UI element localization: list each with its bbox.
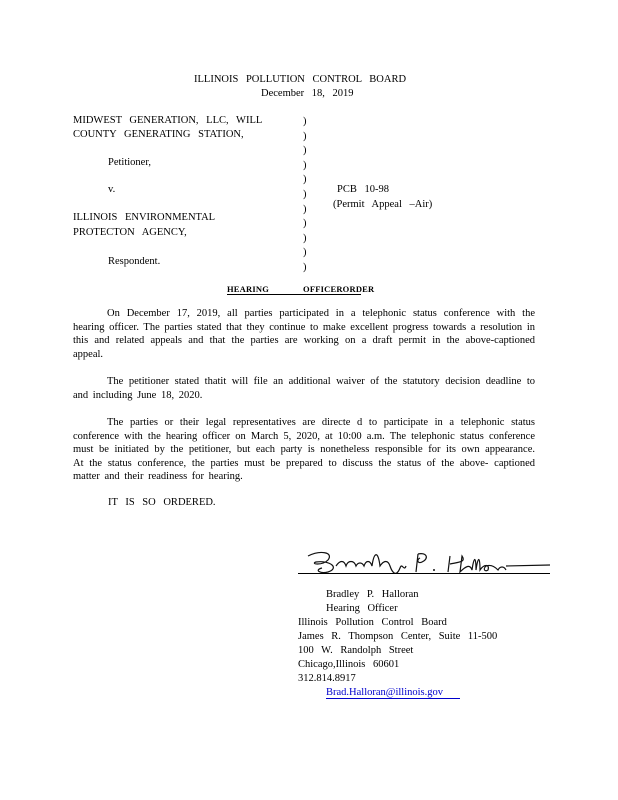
order-title-part2: OFFICERORDER — [303, 284, 375, 294]
signer-street: 100 W. Randolph Street — [298, 645, 414, 656]
paragraph-1-text: On December 17, 2019, all parties participated in a telephonic status conference with the hearing officer. The parties stated that they continue to make excellent progress towards a resolution in this and related appeals and that the parties are working on a draft permit in the above-captioned appeal. — [73, 308, 535, 360]
paren: ) — [303, 188, 307, 200]
versus-label: v. — [108, 184, 116, 195]
signer-email-wrap — [326, 687, 460, 699]
paren: ) — [303, 145, 307, 157]
petitioner-role: Petitioner, — [108, 157, 152, 168]
signer-building: James R. Thompson Center, Suite 11-500 — [298, 631, 498, 642]
signer-email-link[interactable]: Brad.Halloran@illinois.gov — [326, 687, 443, 698]
case-number: PCB 10-98 — [337, 184, 389, 195]
paren: ) — [303, 116, 307, 127]
order-date: December 18, 2019 — [261, 88, 354, 99]
caption-parentheses — [303, 115, 307, 276]
signature-line — [298, 573, 550, 574]
signer-agency: Illinois Pollution Control Board — [298, 617, 447, 628]
paren: ) — [303, 174, 307, 186]
paragraph-waiver — [73, 375, 535, 402]
paren: ) — [303, 247, 307, 259]
so-ordered: IT IS SO ORDERED. — [108, 497, 216, 508]
paragraph-3-text: The parties or their legal representatives are directe d to participate in a telephonic status conference with the hearing officer on March 5, 2020, at 10:00 a.m. The telephonic status conference must be initiated by the petitioner, but each party is nonetheless responsible for its own appearance. At the status conference, the parties must be prepared to discuss the status of the above- captioned matter and their readiness for hearing. — [73, 417, 535, 482]
case-type: (Permit Appeal –Air) — [333, 199, 433, 210]
paren: ) — [303, 232, 307, 244]
paren: ) — [303, 261, 307, 273]
paragraph-next-conference — [73, 416, 535, 484]
paren: ) — [303, 159, 307, 171]
respondent-name-line1: ILLINOIS ENVIRONMENTAL — [73, 212, 216, 223]
order-title — [227, 284, 375, 295]
paragraph-2-text: The petitioner stated thatit will file an additional waiver of the statutory decision deadline to and including June 18, 2020. — [73, 376, 535, 401]
board-title: ILLINOIS POLLUTION CONTROL BOARD — [194, 74, 407, 85]
paragraph-status-conference — [73, 307, 535, 361]
handwritten-signature — [300, 542, 552, 584]
signer-city: Chicago,Illinois 60601 — [298, 659, 400, 670]
petitioner-name-line1: MIDWEST GENERATION, LLC, WILL — [73, 115, 263, 126]
respondent-role: Respondent. — [108, 256, 161, 267]
paren: ) — [303, 218, 307, 230]
paren: ) — [303, 130, 307, 142]
signer-name: Bradley P. Halloran — [326, 589, 419, 600]
paren: ) — [303, 203, 307, 215]
signer-phone: 312.814.8917 — [298, 673, 356, 684]
order-title-part1: HEARING — [227, 284, 270, 294]
respondent-name-line2: PROTECTON AGENCY, — [73, 227, 187, 238]
signer-title: Hearing Officer — [326, 603, 398, 614]
petitioner-name-line2: COUNTY GENERATING STATION, — [73, 129, 244, 140]
